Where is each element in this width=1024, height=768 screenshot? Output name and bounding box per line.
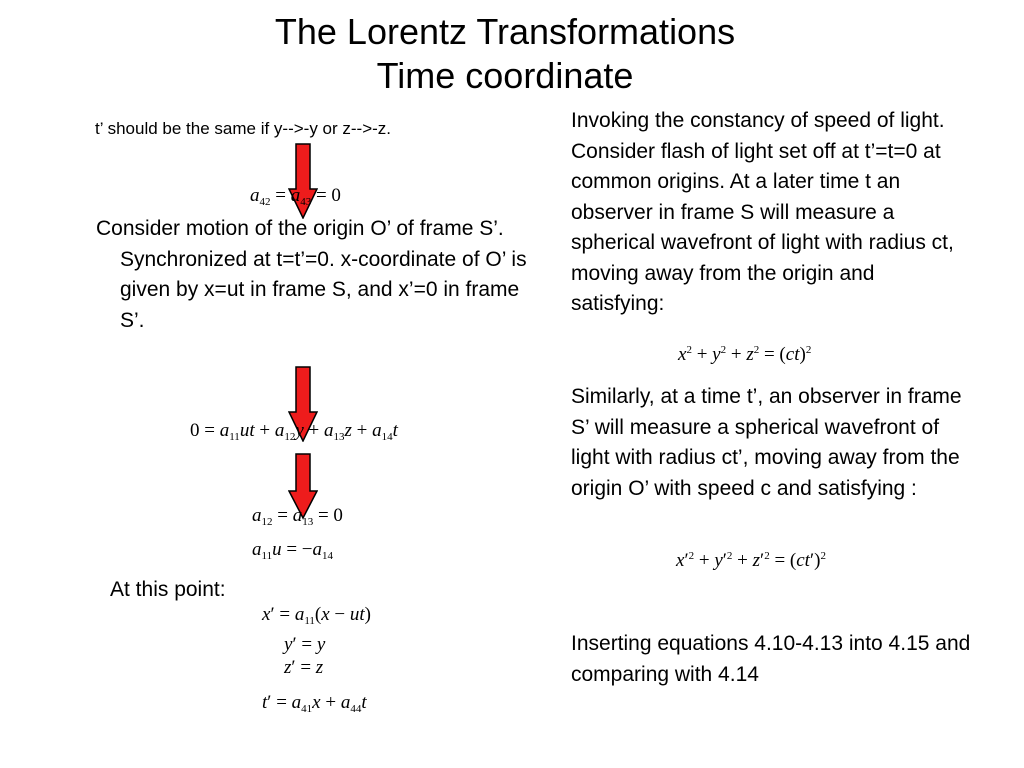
equation-sphere-S-prime: $x'^2 + y'^2 + z'^2 = (ct')^2$ bbox=[676, 550, 826, 571]
title-line-1: The Lorentz Transformations bbox=[274, 11, 736, 52]
equation-origin-motion: $0 = a_{11}ut + a_{12}y + a_{13}z + a_{14}t$ bbox=[190, 420, 398, 443]
equation-a42-a43: $a_{42} = a_{43} = 0$ bbox=[250, 185, 341, 208]
slide-title bbox=[0, 10, 1010, 98]
equation-z-prime: z′ = z bbox=[284, 657, 324, 678]
equation-a12-a13: $a_{12} = a_{13} = 0$ bbox=[252, 505, 343, 528]
symmetry-note: t’ should be the same if y-->-y or z-->-z. bbox=[95, 119, 392, 138]
constancy-paragraph: Invoking the constancy of speed of light. Consider flash of light set off at t’=t=0 at common origins. At a later time t an observer in frame S will measure a spherical wavefront of light with radius ct, moving away from the origin and satisfying: bbox=[571, 109, 954, 315]
equation-t-prime: $t' = a_{41}x + a_{44}t$ bbox=[262, 692, 367, 715]
motion-paragraph: Consider motion of the origin O’ of frame S’. Synchronized at t=t’=0. x-coordinate of O’ is given by x=ut in frame S, and x’=0 in frame S’. bbox=[96, 217, 527, 332]
equation-x-prime: $x' = a_{11}(x - ut)$ bbox=[262, 604, 371, 627]
at-this-point-label: At this point: bbox=[110, 578, 226, 601]
inserting-paragraph: Inserting equations 4.10-4.13 into 4.15 and comparing with 4.14 bbox=[571, 632, 971, 686]
equation-sphere-S: $x^2 + y^2 + z^2 = (ct)^2$ bbox=[678, 344, 812, 365]
similarly-paragraph: Similarly, at a time t’, an observer in frame S’ will measure a spherical wavefront of light with radius ct’, moving away from the origin O’ with speed c and satisfying : bbox=[571, 385, 962, 500]
equation-y-prime: y′ = y bbox=[284, 634, 326, 655]
title-line-2: Time coordinate bbox=[376, 55, 634, 96]
equation-a11u: $a_{11}u = -a_{14}$ bbox=[252, 539, 334, 562]
